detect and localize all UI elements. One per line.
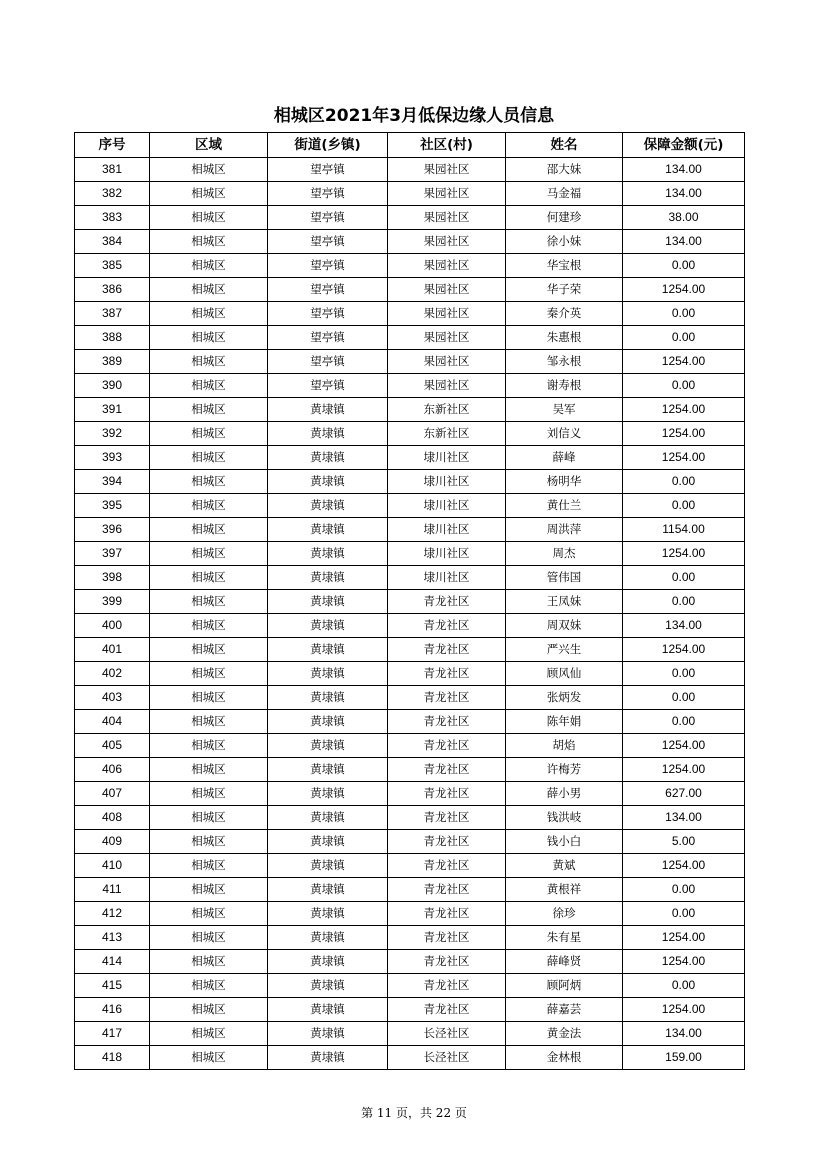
cell-area: 相城区 bbox=[150, 878, 268, 902]
cell-name: 薛峰贤 bbox=[506, 950, 623, 974]
table-row bbox=[75, 326, 745, 350]
col-header-name: 姓名 bbox=[506, 133, 623, 158]
cell-community: 果园社区 bbox=[388, 350, 506, 374]
cell-index: 401 bbox=[75, 638, 150, 662]
cell-street: 黄埭镇 bbox=[268, 686, 388, 710]
table-row bbox=[75, 542, 745, 566]
cell-community: 埭川社区 bbox=[388, 542, 506, 566]
cell-index: 416 bbox=[75, 998, 150, 1022]
cell-street: 黄埭镇 bbox=[268, 470, 388, 494]
cell-name: 徐小妹 bbox=[506, 230, 623, 254]
cell-area: 相城区 bbox=[150, 422, 268, 446]
cell-index: 407 bbox=[75, 782, 150, 806]
cell-amount: 1254.00 bbox=[623, 998, 745, 1022]
cell-name: 胡焰 bbox=[506, 734, 623, 758]
cell-area: 相城区 bbox=[150, 158, 268, 182]
table-row bbox=[75, 518, 745, 542]
cell-street: 黄埭镇 bbox=[268, 830, 388, 854]
cell-amount: 0.00 bbox=[623, 470, 745, 494]
table-row bbox=[75, 158, 745, 182]
col-header-amount: 保障金额(元) bbox=[623, 133, 745, 158]
cell-name: 黄斌 bbox=[506, 854, 623, 878]
cell-street: 黄埭镇 bbox=[268, 998, 388, 1022]
cell-amount: 0.00 bbox=[623, 326, 745, 350]
cell-community: 青龙社区 bbox=[388, 830, 506, 854]
col-header-street: 街道(乡镇) bbox=[268, 133, 388, 158]
table-row bbox=[75, 398, 745, 422]
table-row bbox=[75, 758, 745, 782]
roster-table bbox=[74, 132, 745, 1070]
cell-name: 邵大妹 bbox=[506, 158, 623, 182]
cell-community: 果园社区 bbox=[388, 374, 506, 398]
cell-street: 望亭镇 bbox=[268, 374, 388, 398]
cell-index: 387 bbox=[75, 302, 150, 326]
cell-index: 393 bbox=[75, 446, 150, 470]
cell-street: 黄埭镇 bbox=[268, 542, 388, 566]
table-row bbox=[75, 494, 745, 518]
cell-community: 青龙社区 bbox=[388, 662, 506, 686]
cell-index: 417 bbox=[75, 1022, 150, 1046]
cell-name: 华子荣 bbox=[506, 278, 623, 302]
table-row bbox=[75, 710, 745, 734]
cell-index: 382 bbox=[75, 182, 150, 206]
cell-name: 黄金法 bbox=[506, 1022, 623, 1046]
cell-street: 黄埭镇 bbox=[268, 614, 388, 638]
cell-name: 周洪萍 bbox=[506, 518, 623, 542]
cell-street: 黄埭镇 bbox=[268, 518, 388, 542]
cell-index: 403 bbox=[75, 686, 150, 710]
table-row bbox=[75, 998, 745, 1022]
cell-community: 果园社区 bbox=[388, 158, 506, 182]
cell-index: 394 bbox=[75, 470, 150, 494]
cell-amount: 134.00 bbox=[623, 158, 745, 182]
cell-street: 望亭镇 bbox=[268, 158, 388, 182]
cell-community: 果园社区 bbox=[388, 182, 506, 206]
table-row bbox=[75, 278, 745, 302]
cell-amount: 0.00 bbox=[623, 662, 745, 686]
cell-amount: 1254.00 bbox=[623, 638, 745, 662]
cell-community: 果园社区 bbox=[388, 254, 506, 278]
cell-index: 391 bbox=[75, 398, 150, 422]
cell-area: 相城区 bbox=[150, 758, 268, 782]
cell-index: 389 bbox=[75, 350, 150, 374]
cell-community: 青龙社区 bbox=[388, 686, 506, 710]
cell-community: 青龙社区 bbox=[388, 998, 506, 1022]
cell-amount: 134.00 bbox=[623, 182, 745, 206]
cell-index: 390 bbox=[75, 374, 150, 398]
cell-street: 望亭镇 bbox=[268, 350, 388, 374]
cell-community: 埭川社区 bbox=[388, 494, 506, 518]
cell-index: 408 bbox=[75, 806, 150, 830]
cell-community: 青龙社区 bbox=[388, 782, 506, 806]
table-row bbox=[75, 182, 745, 206]
cell-community: 埭川社区 bbox=[388, 446, 506, 470]
cell-community: 青龙社区 bbox=[388, 590, 506, 614]
cell-amount: 134.00 bbox=[623, 614, 745, 638]
cell-community: 长泾社区 bbox=[388, 1046, 506, 1070]
cell-area: 相城区 bbox=[150, 782, 268, 806]
cell-street: 黄埭镇 bbox=[268, 1046, 388, 1070]
cell-name: 秦介英 bbox=[506, 302, 623, 326]
cell-amount: 159.00 bbox=[623, 1046, 745, 1070]
cell-amount: 1254.00 bbox=[623, 542, 745, 566]
cell-amount: 0.00 bbox=[623, 974, 745, 998]
cell-index: 402 bbox=[75, 662, 150, 686]
cell-community: 长泾社区 bbox=[388, 1022, 506, 1046]
table-row bbox=[75, 854, 745, 878]
cell-amount: 1254.00 bbox=[623, 278, 745, 302]
cell-index: 396 bbox=[75, 518, 150, 542]
cell-area: 相城区 bbox=[150, 230, 268, 254]
cell-index: 406 bbox=[75, 758, 150, 782]
cell-community: 青龙社区 bbox=[388, 878, 506, 902]
cell-amount: 0.00 bbox=[623, 566, 745, 590]
cell-area: 相城区 bbox=[150, 206, 268, 230]
cell-amount: 0.00 bbox=[623, 374, 745, 398]
cell-community: 青龙社区 bbox=[388, 974, 506, 998]
cell-name: 周双妹 bbox=[506, 614, 623, 638]
cell-street: 望亭镇 bbox=[268, 206, 388, 230]
cell-area: 相城区 bbox=[150, 494, 268, 518]
cell-area: 相城区 bbox=[150, 902, 268, 926]
cell-area: 相城区 bbox=[150, 254, 268, 278]
cell-community: 青龙社区 bbox=[388, 758, 506, 782]
table-row bbox=[75, 230, 745, 254]
cell-name: 钱小白 bbox=[506, 830, 623, 854]
cell-community: 东新社区 bbox=[388, 422, 506, 446]
cell-street: 黄埭镇 bbox=[268, 422, 388, 446]
cell-street: 黄埭镇 bbox=[268, 638, 388, 662]
cell-name: 张炳发 bbox=[506, 686, 623, 710]
cell-area: 相城区 bbox=[150, 1022, 268, 1046]
cell-name: 谢寿根 bbox=[506, 374, 623, 398]
cell-community: 果园社区 bbox=[388, 278, 506, 302]
cell-street: 黄埭镇 bbox=[268, 902, 388, 926]
cell-index: 409 bbox=[75, 830, 150, 854]
cell-area: 相城区 bbox=[150, 974, 268, 998]
table-row bbox=[75, 566, 745, 590]
cell-community: 青龙社区 bbox=[388, 854, 506, 878]
table-row bbox=[75, 614, 745, 638]
cell-name: 管伟国 bbox=[506, 566, 623, 590]
cell-amount: 0.00 bbox=[623, 878, 745, 902]
cell-street: 望亭镇 bbox=[268, 302, 388, 326]
cell-index: 381 bbox=[75, 158, 150, 182]
cell-amount: 1254.00 bbox=[623, 854, 745, 878]
table-row bbox=[75, 206, 745, 230]
table-row bbox=[75, 662, 745, 686]
table-row bbox=[75, 878, 745, 902]
cell-amount: 1254.00 bbox=[623, 950, 745, 974]
cell-amount: 1254.00 bbox=[623, 734, 745, 758]
cell-area: 相城区 bbox=[150, 326, 268, 350]
cell-amount: 0.00 bbox=[623, 902, 745, 926]
cell-amount: 1254.00 bbox=[623, 350, 745, 374]
cell-name: 黄根祥 bbox=[506, 878, 623, 902]
table-row bbox=[75, 254, 745, 278]
cell-name: 钱洪岐 bbox=[506, 806, 623, 830]
header-row bbox=[75, 133, 745, 158]
cell-name: 王凤妹 bbox=[506, 590, 623, 614]
table-row bbox=[75, 974, 745, 998]
cell-amount: 1154.00 bbox=[623, 518, 745, 542]
cell-area: 相城区 bbox=[150, 350, 268, 374]
cell-community: 青龙社区 bbox=[388, 950, 506, 974]
cell-index: 386 bbox=[75, 278, 150, 302]
cell-amount: 134.00 bbox=[623, 1022, 745, 1046]
table-row bbox=[75, 374, 745, 398]
table-row bbox=[75, 950, 745, 974]
cell-area: 相城区 bbox=[150, 638, 268, 662]
cell-area: 相城区 bbox=[150, 950, 268, 974]
table-row bbox=[75, 1046, 745, 1070]
table-row bbox=[75, 470, 745, 494]
cell-street: 黄埭镇 bbox=[268, 662, 388, 686]
cell-street: 望亭镇 bbox=[268, 254, 388, 278]
cell-amount: 1254.00 bbox=[623, 758, 745, 782]
cell-community: 果园社区 bbox=[388, 302, 506, 326]
cell-name: 陈年娟 bbox=[506, 710, 623, 734]
table-row bbox=[75, 350, 745, 374]
cell-amount: 134.00 bbox=[623, 230, 745, 254]
cell-index: 405 bbox=[75, 734, 150, 758]
cell-name: 何建珍 bbox=[506, 206, 623, 230]
cell-community: 果园社区 bbox=[388, 326, 506, 350]
cell-community: 青龙社区 bbox=[388, 734, 506, 758]
table-row bbox=[75, 590, 745, 614]
cell-amount: 0.00 bbox=[623, 494, 745, 518]
table-row bbox=[75, 638, 745, 662]
cell-area: 相城区 bbox=[150, 398, 268, 422]
cell-area: 相城区 bbox=[150, 734, 268, 758]
cell-name: 严兴生 bbox=[506, 638, 623, 662]
cell-community: 东新社区 bbox=[388, 398, 506, 422]
cell-amount: 0.00 bbox=[623, 302, 745, 326]
cell-community: 埭川社区 bbox=[388, 470, 506, 494]
cell-area: 相城区 bbox=[150, 566, 268, 590]
cell-index: 404 bbox=[75, 710, 150, 734]
cell-amount: 0.00 bbox=[623, 686, 745, 710]
table-row bbox=[75, 686, 745, 710]
cell-area: 相城区 bbox=[150, 710, 268, 734]
cell-community: 果园社区 bbox=[388, 230, 506, 254]
table-row bbox=[75, 1022, 745, 1046]
cell-amount: 0.00 bbox=[623, 590, 745, 614]
cell-amount: 1254.00 bbox=[623, 926, 745, 950]
cell-street: 黄埭镇 bbox=[268, 758, 388, 782]
cell-amount: 38.00 bbox=[623, 206, 745, 230]
cell-amount: 0.00 bbox=[623, 254, 745, 278]
cell-name: 周杰 bbox=[506, 542, 623, 566]
cell-name: 马金福 bbox=[506, 182, 623, 206]
document-title: 相城区2021年3月低保边缘人员信息 bbox=[273, 106, 555, 126]
cell-area: 相城区 bbox=[150, 686, 268, 710]
cell-area: 相城区 bbox=[150, 806, 268, 830]
cell-name: 朱惠根 bbox=[506, 326, 623, 350]
cell-index: 398 bbox=[75, 566, 150, 590]
cell-name: 杨明华 bbox=[506, 470, 623, 494]
cell-index: 413 bbox=[75, 926, 150, 950]
cell-street: 黄埭镇 bbox=[268, 974, 388, 998]
cell-area: 相城区 bbox=[150, 854, 268, 878]
table-row bbox=[75, 830, 745, 854]
cell-street: 黄埭镇 bbox=[268, 734, 388, 758]
cell-street: 黄埭镇 bbox=[268, 854, 388, 878]
cell-index: 392 bbox=[75, 422, 150, 446]
cell-name: 薛峰 bbox=[506, 446, 623, 470]
cell-street: 黄埭镇 bbox=[268, 950, 388, 974]
table-row bbox=[75, 782, 745, 806]
roster-body bbox=[75, 158, 745, 1070]
cell-street: 望亭镇 bbox=[268, 278, 388, 302]
cell-street: 黄埭镇 bbox=[268, 590, 388, 614]
cell-community: 青龙社区 bbox=[388, 710, 506, 734]
cell-amount: 1254.00 bbox=[623, 446, 745, 470]
cell-name: 邹永根 bbox=[506, 350, 623, 374]
cell-index: 415 bbox=[75, 974, 150, 998]
cell-street: 望亭镇 bbox=[268, 182, 388, 206]
cell-area: 相城区 bbox=[150, 470, 268, 494]
cell-street: 黄埭镇 bbox=[268, 398, 388, 422]
cell-community: 青龙社区 bbox=[388, 614, 506, 638]
cell-name: 刘信义 bbox=[506, 422, 623, 446]
cell-street: 望亭镇 bbox=[268, 230, 388, 254]
cell-area: 相城区 bbox=[150, 182, 268, 206]
cell-community: 青龙社区 bbox=[388, 902, 506, 926]
table-row bbox=[75, 902, 745, 926]
cell-index: 418 bbox=[75, 1046, 150, 1070]
cell-name: 黄仕兰 bbox=[506, 494, 623, 518]
cell-street: 黄埭镇 bbox=[268, 926, 388, 950]
cell-community: 青龙社区 bbox=[388, 806, 506, 830]
cell-index: 400 bbox=[75, 614, 150, 638]
cell-street: 黄埭镇 bbox=[268, 566, 388, 590]
table-row bbox=[75, 446, 745, 470]
cell-street: 黄埭镇 bbox=[268, 806, 388, 830]
cell-index: 411 bbox=[75, 878, 150, 902]
col-header-area: 区域 bbox=[150, 133, 268, 158]
cell-name: 吴军 bbox=[506, 398, 623, 422]
cell-name: 华宝根 bbox=[506, 254, 623, 278]
cell-index: 399 bbox=[75, 590, 150, 614]
cell-area: 相城区 bbox=[150, 614, 268, 638]
col-header-index: 序号 bbox=[75, 133, 150, 158]
cell-name: 朱有星 bbox=[506, 926, 623, 950]
table-row bbox=[75, 422, 745, 446]
cell-index: 388 bbox=[75, 326, 150, 350]
cell-street: 黄埭镇 bbox=[268, 494, 388, 518]
cell-name: 薛嘉芸 bbox=[506, 998, 623, 1022]
cell-area: 相城区 bbox=[150, 590, 268, 614]
cell-area: 相城区 bbox=[150, 830, 268, 854]
cell-index: 397 bbox=[75, 542, 150, 566]
cell-community: 青龙社区 bbox=[388, 638, 506, 662]
cell-name: 金林根 bbox=[506, 1046, 623, 1070]
cell-name: 许梅芳 bbox=[506, 758, 623, 782]
cell-area: 相城区 bbox=[150, 998, 268, 1022]
table-row bbox=[75, 806, 745, 830]
table-row bbox=[75, 926, 745, 950]
table-row bbox=[75, 734, 745, 758]
cell-street: 黄埭镇 bbox=[268, 1022, 388, 1046]
cell-amount: 134.00 bbox=[623, 806, 745, 830]
cell-area: 相城区 bbox=[150, 1046, 268, 1070]
cell-street: 黄埭镇 bbox=[268, 710, 388, 734]
cell-area: 相城区 bbox=[150, 278, 268, 302]
cell-community: 青龙社区 bbox=[388, 926, 506, 950]
cell-index: 385 bbox=[75, 254, 150, 278]
cell-area: 相城区 bbox=[150, 518, 268, 542]
cell-name: 薛小男 bbox=[506, 782, 623, 806]
cell-index: 410 bbox=[75, 854, 150, 878]
page-footer: 第 11 页，共 22 页 bbox=[361, 1106, 467, 1120]
cell-street: 黄埭镇 bbox=[268, 782, 388, 806]
cell-area: 相城区 bbox=[150, 374, 268, 398]
cell-amount: 5.00 bbox=[623, 830, 745, 854]
cell-area: 相城区 bbox=[150, 542, 268, 566]
col-header-community: 社区(村) bbox=[388, 133, 506, 158]
cell-area: 相城区 bbox=[150, 662, 268, 686]
cell-amount: 627.00 bbox=[623, 782, 745, 806]
cell-amount: 1254.00 bbox=[623, 398, 745, 422]
cell-index: 395 bbox=[75, 494, 150, 518]
cell-amount: 0.00 bbox=[623, 710, 745, 734]
cell-street: 黄埭镇 bbox=[268, 878, 388, 902]
cell-index: 384 bbox=[75, 230, 150, 254]
cell-name: 徐珍 bbox=[506, 902, 623, 926]
cell-street: 黄埭镇 bbox=[268, 446, 388, 470]
cell-amount: 1254.00 bbox=[623, 422, 745, 446]
cell-area: 相城区 bbox=[150, 302, 268, 326]
table-row bbox=[75, 302, 745, 326]
cell-community: 果园社区 bbox=[388, 206, 506, 230]
cell-community: 埭川社区 bbox=[388, 566, 506, 590]
cell-index: 412 bbox=[75, 902, 150, 926]
cell-street: 望亭镇 bbox=[268, 326, 388, 350]
cell-area: 相城区 bbox=[150, 446, 268, 470]
cell-index: 414 bbox=[75, 950, 150, 974]
cell-community: 埭川社区 bbox=[388, 518, 506, 542]
cell-name: 顾阿炳 bbox=[506, 974, 623, 998]
cell-index: 383 bbox=[75, 206, 150, 230]
cell-name: 顾风仙 bbox=[506, 662, 623, 686]
cell-area: 相城区 bbox=[150, 926, 268, 950]
